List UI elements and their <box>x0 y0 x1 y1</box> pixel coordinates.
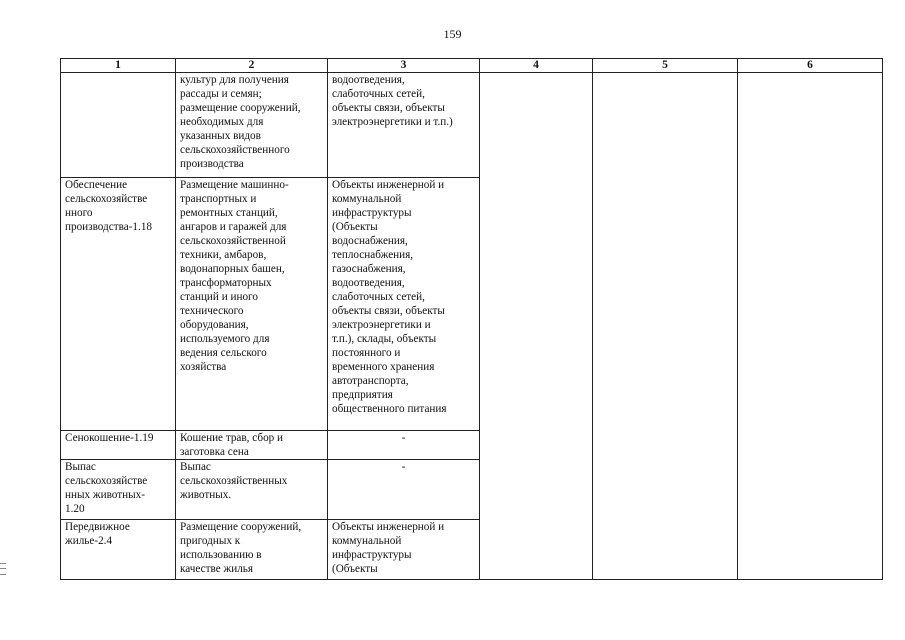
table-header-row <box>61 59 883 73</box>
column-header-3: 3 <box>328 59 480 73</box>
use-description-cell: Выпас сельскохозяйственных животных. <box>176 460 328 520</box>
column-5-cell <box>593 73 738 580</box>
column-4-cell <box>480 73 593 580</box>
use-description-cell: Размещение сооружений, пригодных к использованию в качестве жилья <box>176 520 328 580</box>
table-row <box>61 73 883 178</box>
use-description-cell: Размещение машинно- транспортных и ремонтных станций, ангаров и гаражей для сельскохозяйственной техники, амбаров, водонапорных башен, трансформаторных станций и иного технического оборудования, используемого для ведения сельского хозяйства <box>176 178 328 431</box>
permitted-use-table <box>60 58 883 580</box>
use-description-cell: культур для получения рассады и семян; размещение сооружений, необходимых для указанных видов сельскохозяйственного производства <box>176 73 328 178</box>
page-number: 159 <box>443 27 462 41</box>
use-name-cell: Обеспечение сельскохозяйстве нного производства-1.18 <box>61 178 176 431</box>
column-header-1: 1 <box>61 59 176 73</box>
column-header-5: 5 <box>593 59 738 73</box>
scan-edge-mark <box>0 563 6 575</box>
use-name-cell: Сенокошение-1.19 <box>61 431 176 460</box>
column-6-cell <box>738 73 883 580</box>
auxiliary-objects-cell: Объекты инженерной и коммунальной инфраструктуры (Объекты водоснабжения, теплоснабжения, газоснабжения, водоотведения, слаботочных сетей, объекты связи, объекты электроэнергетики и т.п.), склады, объекты постоянного и временного хранения автотранспорта, предприятия общественного питания <box>328 178 480 431</box>
use-name-cell: Передвижное жилье-2.4 <box>61 520 176 580</box>
column-header-2: 2 <box>176 59 328 73</box>
auxiliary-objects-cell: водоотведения, слаботочных сетей, объекты связи, объекты электроэнергетики и т.п.) <box>328 73 480 178</box>
use-name-cell: Выпас сельскохозяйстве нных животных- 1.20 <box>61 460 176 520</box>
column-header-6: 6 <box>738 59 883 73</box>
use-name-cell <box>61 73 176 178</box>
auxiliary-objects-cell: Объекты инженерной и коммунальной инфраструктуры (Объекты <box>328 520 480 580</box>
use-description-cell: Кошение трав, сбор и заготовка сена <box>176 431 328 460</box>
auxiliary-objects-cell: - <box>328 431 480 460</box>
auxiliary-objects-cell: - <box>328 460 480 520</box>
column-header-4: 4 <box>480 59 593 73</box>
